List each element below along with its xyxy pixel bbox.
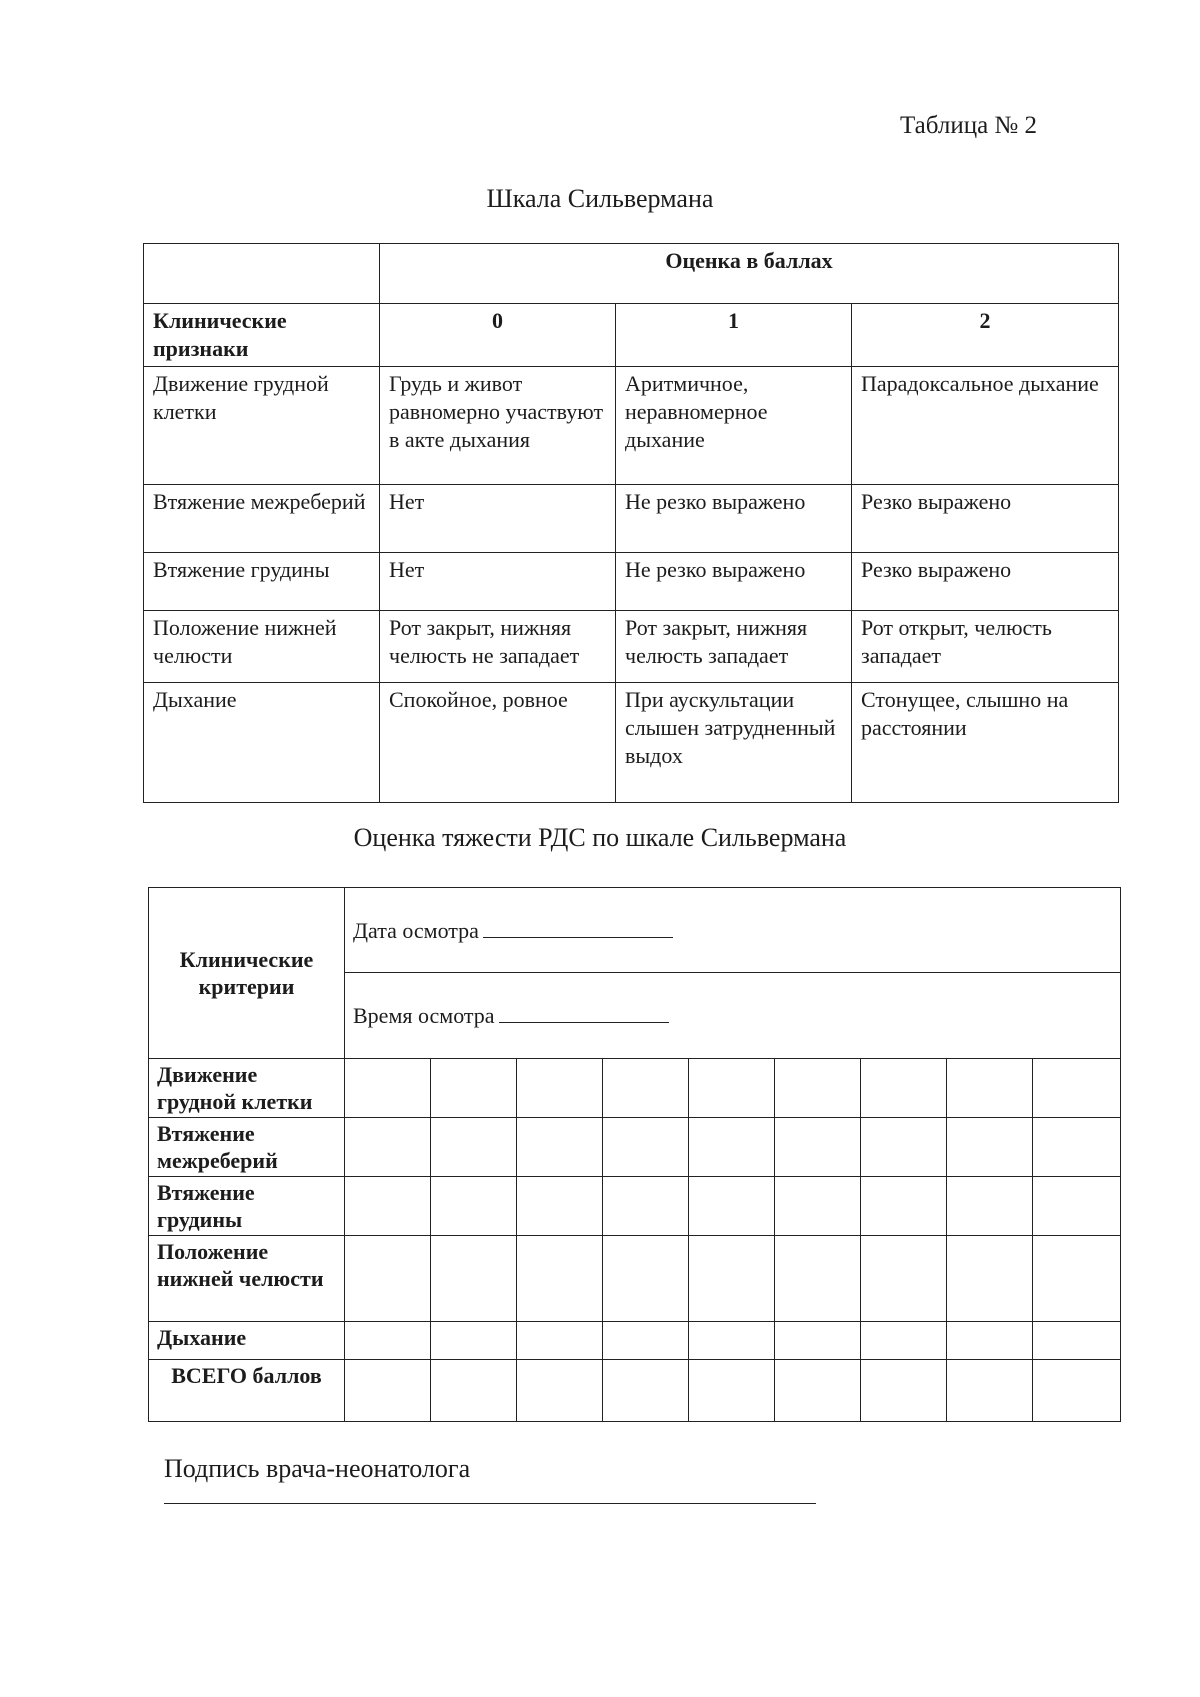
table-row <box>144 367 1119 485</box>
silverman-scale-table <box>143 243 1119 803</box>
score-input-cell[interactable] <box>345 1118 431 1177</box>
table-number: Таблица № 2 <box>900 112 1038 139</box>
score-input-cell[interactable] <box>775 1322 861 1360</box>
score-1-header: 1 <box>616 304 852 367</box>
score-input-cell[interactable] <box>517 1322 603 1360</box>
score-1-cell: Рот закрыт, нижняя челюсть западает <box>616 611 852 683</box>
score-input-cell[interactable] <box>1033 1236 1121 1322</box>
score-input-cell[interactable] <box>689 1322 775 1360</box>
signature-line[interactable] <box>164 1503 816 1504</box>
sign-cell: Втяжение межреберий <box>144 485 380 553</box>
score-input-cell[interactable] <box>345 1236 431 1322</box>
criteria-header: Клинические критерии <box>149 888 345 1059</box>
criterion-label: Движение грудной клетки <box>149 1059 345 1118</box>
score-0-cell: Нет <box>380 553 616 611</box>
score-input-cell[interactable] <box>861 1177 947 1236</box>
score-1-cell: Аритмичное, неравномерное дыхание <box>616 367 852 485</box>
score-input-cell[interactable] <box>861 1360 947 1422</box>
score-input-cell[interactable] <box>517 1059 603 1118</box>
score-input-cell[interactable] <box>345 1322 431 1360</box>
score-input-cell[interactable] <box>431 1360 517 1422</box>
score-1-cell: Не резко выражено <box>616 485 852 553</box>
score-input-cell[interactable] <box>517 1177 603 1236</box>
table-row <box>144 683 1119 803</box>
exam-date-cell <box>345 888 1121 973</box>
sign-cell: Втяжение грудины <box>144 553 380 611</box>
score-input-cell[interactable] <box>603 1360 689 1422</box>
severity-assessment-table <box>148 887 1121 1422</box>
score-input-cell[interactable] <box>603 1059 689 1118</box>
criteria-header: Клинические признаки <box>144 304 380 367</box>
score-input-cell[interactable] <box>689 1360 775 1422</box>
score-input-cell[interactable] <box>689 1177 775 1236</box>
score-input-cell[interactable] <box>517 1360 603 1422</box>
score-input-cell[interactable] <box>345 1177 431 1236</box>
score-input-cell[interactable] <box>345 1360 431 1422</box>
score-input-cell[interactable] <box>861 1059 947 1118</box>
score-input-cell[interactable] <box>1033 1059 1121 1118</box>
table-row <box>149 1118 1121 1177</box>
score-input-cell[interactable] <box>689 1118 775 1177</box>
exam-time-cell <box>345 973 1121 1059</box>
score-2-cell: Рот открыт, челюсть западает <box>852 611 1119 683</box>
score-input-cell[interactable] <box>431 1322 517 1360</box>
criterion-label: Втяжение межреберий <box>149 1118 345 1177</box>
score-input-cell[interactable] <box>861 1118 947 1177</box>
signature-label: Подпись врача-неонатолога <box>164 1454 471 1483</box>
score-input-cell[interactable] <box>775 1360 861 1422</box>
exam-date-label: Дата осмотра <box>353 917 479 943</box>
score-input-cell[interactable] <box>1033 1177 1121 1236</box>
score-2-cell: Резко выражено <box>852 485 1119 553</box>
total-score-label: ВСЕГО баллов <box>149 1360 345 1422</box>
score-input-cell[interactable] <box>775 1236 861 1322</box>
table-row <box>144 485 1119 553</box>
sign-cell: Положение нижней челюсти <box>144 611 380 683</box>
score-2-cell: Парадоксальное дыхание <box>852 367 1119 485</box>
score-input-cell[interactable] <box>431 1059 517 1118</box>
score-0-cell: Грудь и живот равномерно участвуют в акте дыхания <box>380 367 616 485</box>
exam-time-label: Время осмотра <box>353 1003 495 1028</box>
score-input-cell[interactable] <box>603 1118 689 1177</box>
score-input-cell[interactable] <box>947 1059 1033 1118</box>
score-input-cell[interactable] <box>775 1177 861 1236</box>
table-row <box>144 611 1119 683</box>
table-row <box>149 1059 1121 1118</box>
score-header: Оценка в баллах <box>380 244 1119 304</box>
score-2-cell: Резко выражено <box>852 553 1119 611</box>
exam-date-blank[interactable] <box>483 919 673 938</box>
score-input-cell[interactable] <box>689 1059 775 1118</box>
score-input-cell[interactable] <box>431 1236 517 1322</box>
score-input-cell[interactable] <box>431 1118 517 1177</box>
criterion-label: Втяжение грудины <box>149 1177 345 1236</box>
score-input-cell[interactable] <box>517 1236 603 1322</box>
score-input-cell[interactable] <box>1033 1118 1121 1177</box>
score-input-cell[interactable] <box>947 1177 1033 1236</box>
table-row <box>149 1322 1121 1360</box>
table-row <box>149 1360 1121 1422</box>
severity-title: Оценка тяжести РДС по шкале Сильвермана <box>353 823 847 852</box>
table-row <box>149 1177 1121 1236</box>
score-input-cell[interactable] <box>861 1236 947 1322</box>
table-row <box>144 553 1119 611</box>
score-0-header: 0 <box>380 304 616 367</box>
criterion-label: Дыхание <box>149 1322 345 1360</box>
score-input-cell[interactable] <box>517 1118 603 1177</box>
score-2-cell: Стонущее, слышно на расстоянии <box>852 683 1119 803</box>
score-input-cell[interactable] <box>947 1118 1033 1177</box>
score-input-cell[interactable] <box>947 1236 1033 1322</box>
sign-cell: Движение грудной клетки <box>144 367 380 485</box>
criterion-label: Положение нижней челюсти <box>149 1236 345 1322</box>
score-input-cell[interactable] <box>689 1236 775 1322</box>
score-input-cell[interactable] <box>603 1177 689 1236</box>
score-0-cell: Спокойное, ровное <box>380 683 616 803</box>
score-input-cell[interactable] <box>775 1059 861 1118</box>
empty-corner-cell <box>144 244 380 304</box>
score-input-cell[interactable] <box>947 1322 1033 1360</box>
score-input-cell[interactable] <box>947 1360 1033 1422</box>
score-input-cell[interactable] <box>1033 1360 1121 1422</box>
score-2-header: 2 <box>852 304 1119 367</box>
score-input-cell[interactable] <box>603 1322 689 1360</box>
score-1-cell: При аускультации слышен затрудненный выдох <box>616 683 852 803</box>
score-1-cell: Не резко выражено <box>616 553 852 611</box>
scale-title: Шкала Сильвермана <box>486 184 714 213</box>
exam-time-blank[interactable] <box>499 1004 669 1023</box>
score-0-cell: Нет <box>380 485 616 553</box>
score-input-cell[interactable] <box>431 1177 517 1236</box>
score-input-cell[interactable] <box>345 1059 431 1118</box>
score-input-cell[interactable] <box>1033 1322 1121 1360</box>
score-input-cell[interactable] <box>861 1322 947 1360</box>
table-row <box>149 1236 1121 1322</box>
sign-cell: Дыхание <box>144 683 380 803</box>
score-0-cell: Рот закрыт, нижняя челюсть не западает <box>380 611 616 683</box>
score-input-cell[interactable] <box>775 1118 861 1177</box>
score-input-cell[interactable] <box>603 1236 689 1322</box>
